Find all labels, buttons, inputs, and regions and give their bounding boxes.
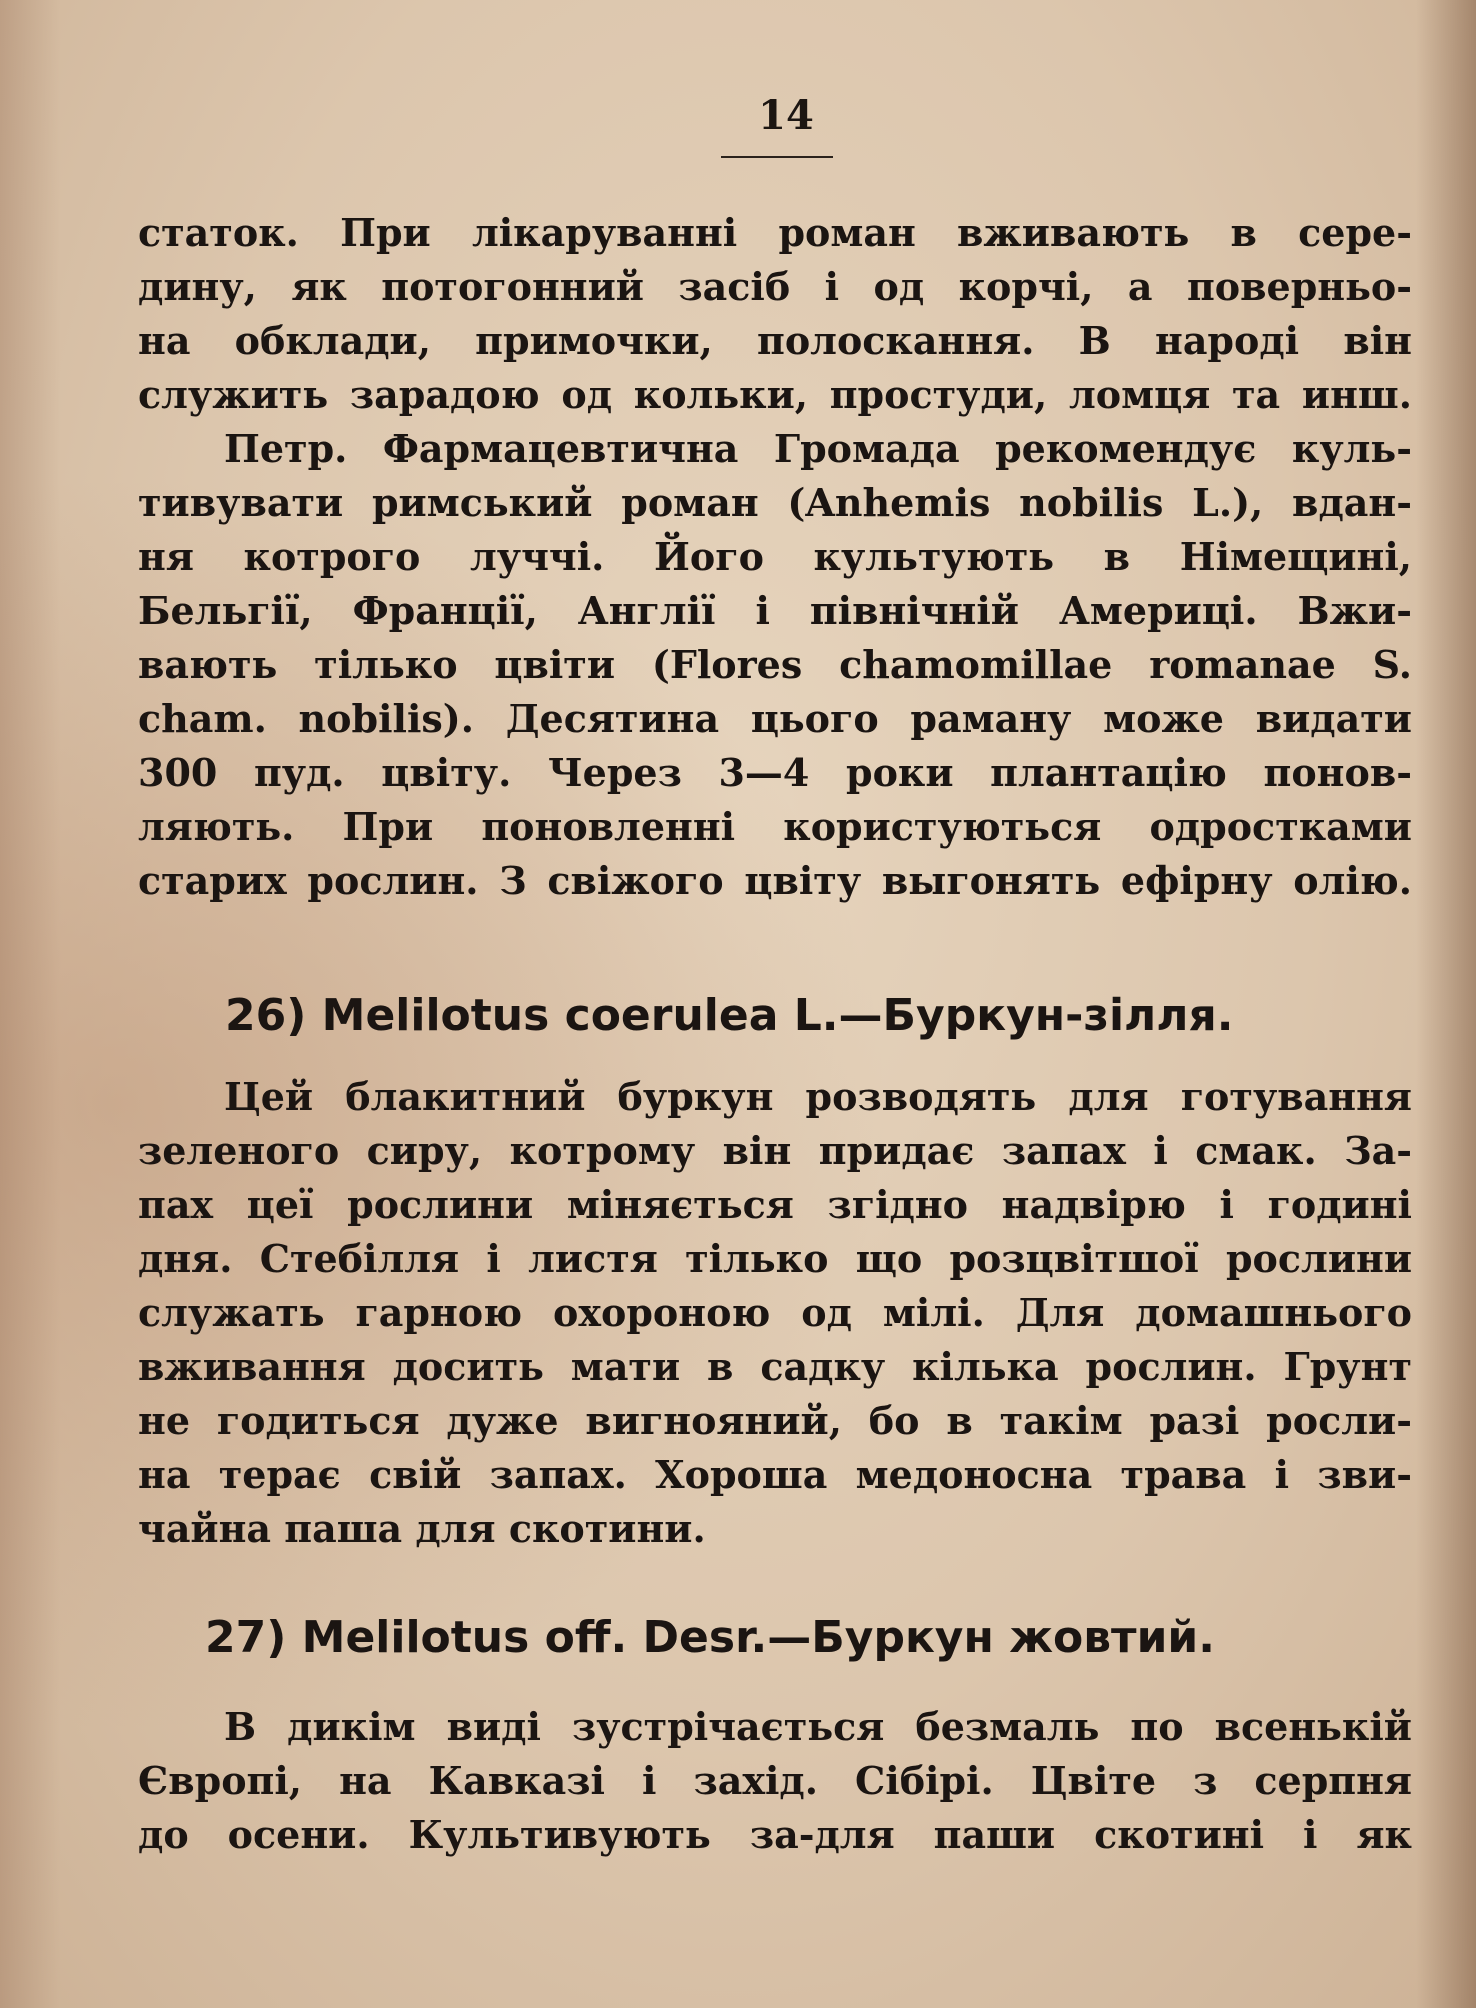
- text-line: зеленого сиру, котрому він придає запах і смак. За-: [138, 1128, 1412, 1173]
- text-line: на обклади, примочки, полоскання. В народі він: [138, 318, 1412, 363]
- text-line: дину, як потогонний засіб і од корчі, а поверньо-: [138, 264, 1412, 309]
- text-line: ня котрого луччі. Його культують в Німещині,: [138, 534, 1412, 579]
- text-line: Бельгії, Франції, Англії і північній Америці. Вжи-: [138, 588, 1412, 633]
- text-line: Петр. Фармацевтична Громада рекомендує куль-: [224, 426, 1412, 471]
- text-line: тивувати римський роман (Anhemis nobilis L.), вдан-: [138, 480, 1412, 525]
- text-line: чайна паша для скотини.: [138, 1506, 706, 1551]
- page-edge-shadow-right: [1416, 0, 1476, 2008]
- text-line: служать гарною охороною од мілі. Для домашнього: [138, 1290, 1412, 1335]
- text-line: вають тілько цвіти (Flores chamomillae romanae S.: [138, 642, 1412, 687]
- section-heading-27: 27) Melilotus off. Desr.—Буркун жовтий.: [205, 1612, 1215, 1663]
- page-number: 14: [758, 92, 814, 139]
- page-number-rule: [721, 156, 833, 158]
- text-line: служить зарадою од кольки, простуди, ломця та инш.: [138, 372, 1412, 417]
- paragraph-roman: [138, 422, 1412, 908]
- text-line: Європі, на Кавказі і захід. Сібірі. Цвіте з серпня: [138, 1758, 1412, 1803]
- paragraph-melilotus-coerulea: [138, 1070, 1412, 1556]
- text-line: В дикім виді зустрічається безмаль по всенькій: [224, 1704, 1412, 1749]
- text-line: дня. Стебілля і листя тілько що розцвітшої рослини: [138, 1236, 1412, 1281]
- section-heading-26: 26) Melilotus coerulea L.—Буркун-зілля.: [225, 990, 1234, 1041]
- text-line: на терає свій запах. Хороша медоносна трава і зви-: [138, 1452, 1412, 1497]
- text-line: до осени. Культивують за-для паши скотині і як: [138, 1812, 1412, 1857]
- text-line: 300 пуд. цвіту. Через 3—4 роки плантацію понов-: [138, 750, 1412, 795]
- text-line: вживання досить мати в садку кілька рослин. Грунт: [138, 1344, 1412, 1389]
- paragraph-continuation: [138, 206, 1412, 422]
- text-line: статок. При лікаруванні роман вживають в сере-: [138, 210, 1412, 255]
- text-line: Цей блакитний буркун розводять для готування: [224, 1074, 1412, 1119]
- text-line: cham. nobilis). Десятина цього раману може видати: [138, 696, 1412, 741]
- text-line: пах цеї рослини міняється згідно надвірю і годині: [138, 1182, 1412, 1227]
- text-line: ляють. При поновленні користуються одростками: [138, 804, 1412, 849]
- text-line: старих рослин. З свіжого цвіту выгонять ефірну олію.: [138, 858, 1412, 903]
- page-edge-shadow-left: [0, 0, 60, 2008]
- paragraph-melilotus-officinalis: [138, 1700, 1412, 1862]
- text-line: не годиться дуже вигнояний, бо в такім разі росли-: [138, 1398, 1412, 1443]
